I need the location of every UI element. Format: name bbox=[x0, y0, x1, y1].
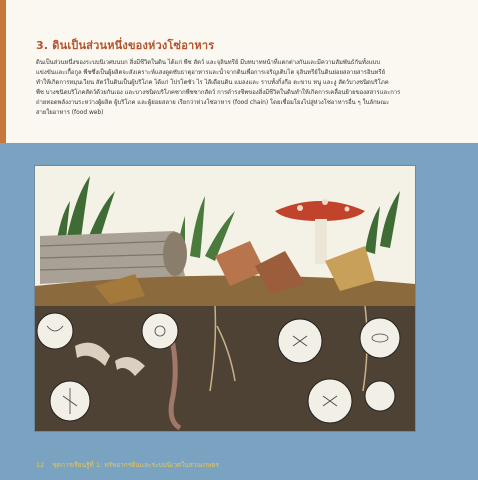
section-heading: 3. ดินเป็นส่วนหนึ่งของห่วงโซ่อาหาร bbox=[36, 39, 215, 52]
paragraph-line: ทำให้เกิดการหมุนเวียน สัตว์ในดินเป็นผู้บริโภค ได้แก่ โปรโตซัว ไร ไส้เดือนดิน แมลงและ ราบทั้งกิ้งกือ ตะขาบ หนู และงู สัตว์บางชนิดบริโภค bbox=[36, 80, 389, 87]
paragraph-line: แข่งขันและเกื้อกูล พืชซึ่งเป็นผู้ผลิตจะสังเคราะห์แสงดูดซับธาตุอาหารและน้ำจากดินเพื่อการเจริญเติบโต จุลินทรีย์ในดินย่อยสลายสารอินทรีย์ bbox=[36, 70, 386, 77]
page-footer bbox=[36, 460, 219, 470]
paragraph-line: ถ่ายทอดพลังงานระหว่างผู้ผลิต ผู้บริโภค และผู้ย่อยสลาย เรียกว่าห่วงโซ่อาหาร (food chain) โดยเชื่อมโยงไปสู่ห่วงโซ่อาหารอื่น ๆ ในลักษณะ bbox=[36, 100, 390, 107]
body-paragraph bbox=[36, 58, 440, 119]
paragraph-line: สายใยอาหาร (food web) bbox=[36, 110, 104, 117]
page-number: 12 bbox=[36, 461, 45, 469]
fallen-log bbox=[40, 231, 187, 284]
paragraph-line: ดินเป็นส่วนหนึ่งของระบบนิเวศบนบก สิ่งมีชีวิตในดิน ได้แก่ พืช สัตว์ และจุลินทรีย์ มีบทบาทหน้าที่แตกต่างกันและมีความสัมพันธ์กันทั้งแบบ bbox=[36, 60, 380, 66]
footer-text: ชุดการเรียนรู้ที่ 1: ทรัพยากรดินและระบบนิเวศในสวนเกษตร bbox=[52, 461, 220, 469]
soil-ecosystem-illustration bbox=[34, 165, 416, 432]
paragraph-line: พืช บางชนิดบริโภคสัตว์ด้วยกันเอง และบางชนิดบริโภคซากพืชซากสัตว์ การดำรงชีพของสิ่งมีชีวิตในดินทำให้เกิดการเคลื่อนย้ายของสสารและการ bbox=[36, 90, 401, 97]
